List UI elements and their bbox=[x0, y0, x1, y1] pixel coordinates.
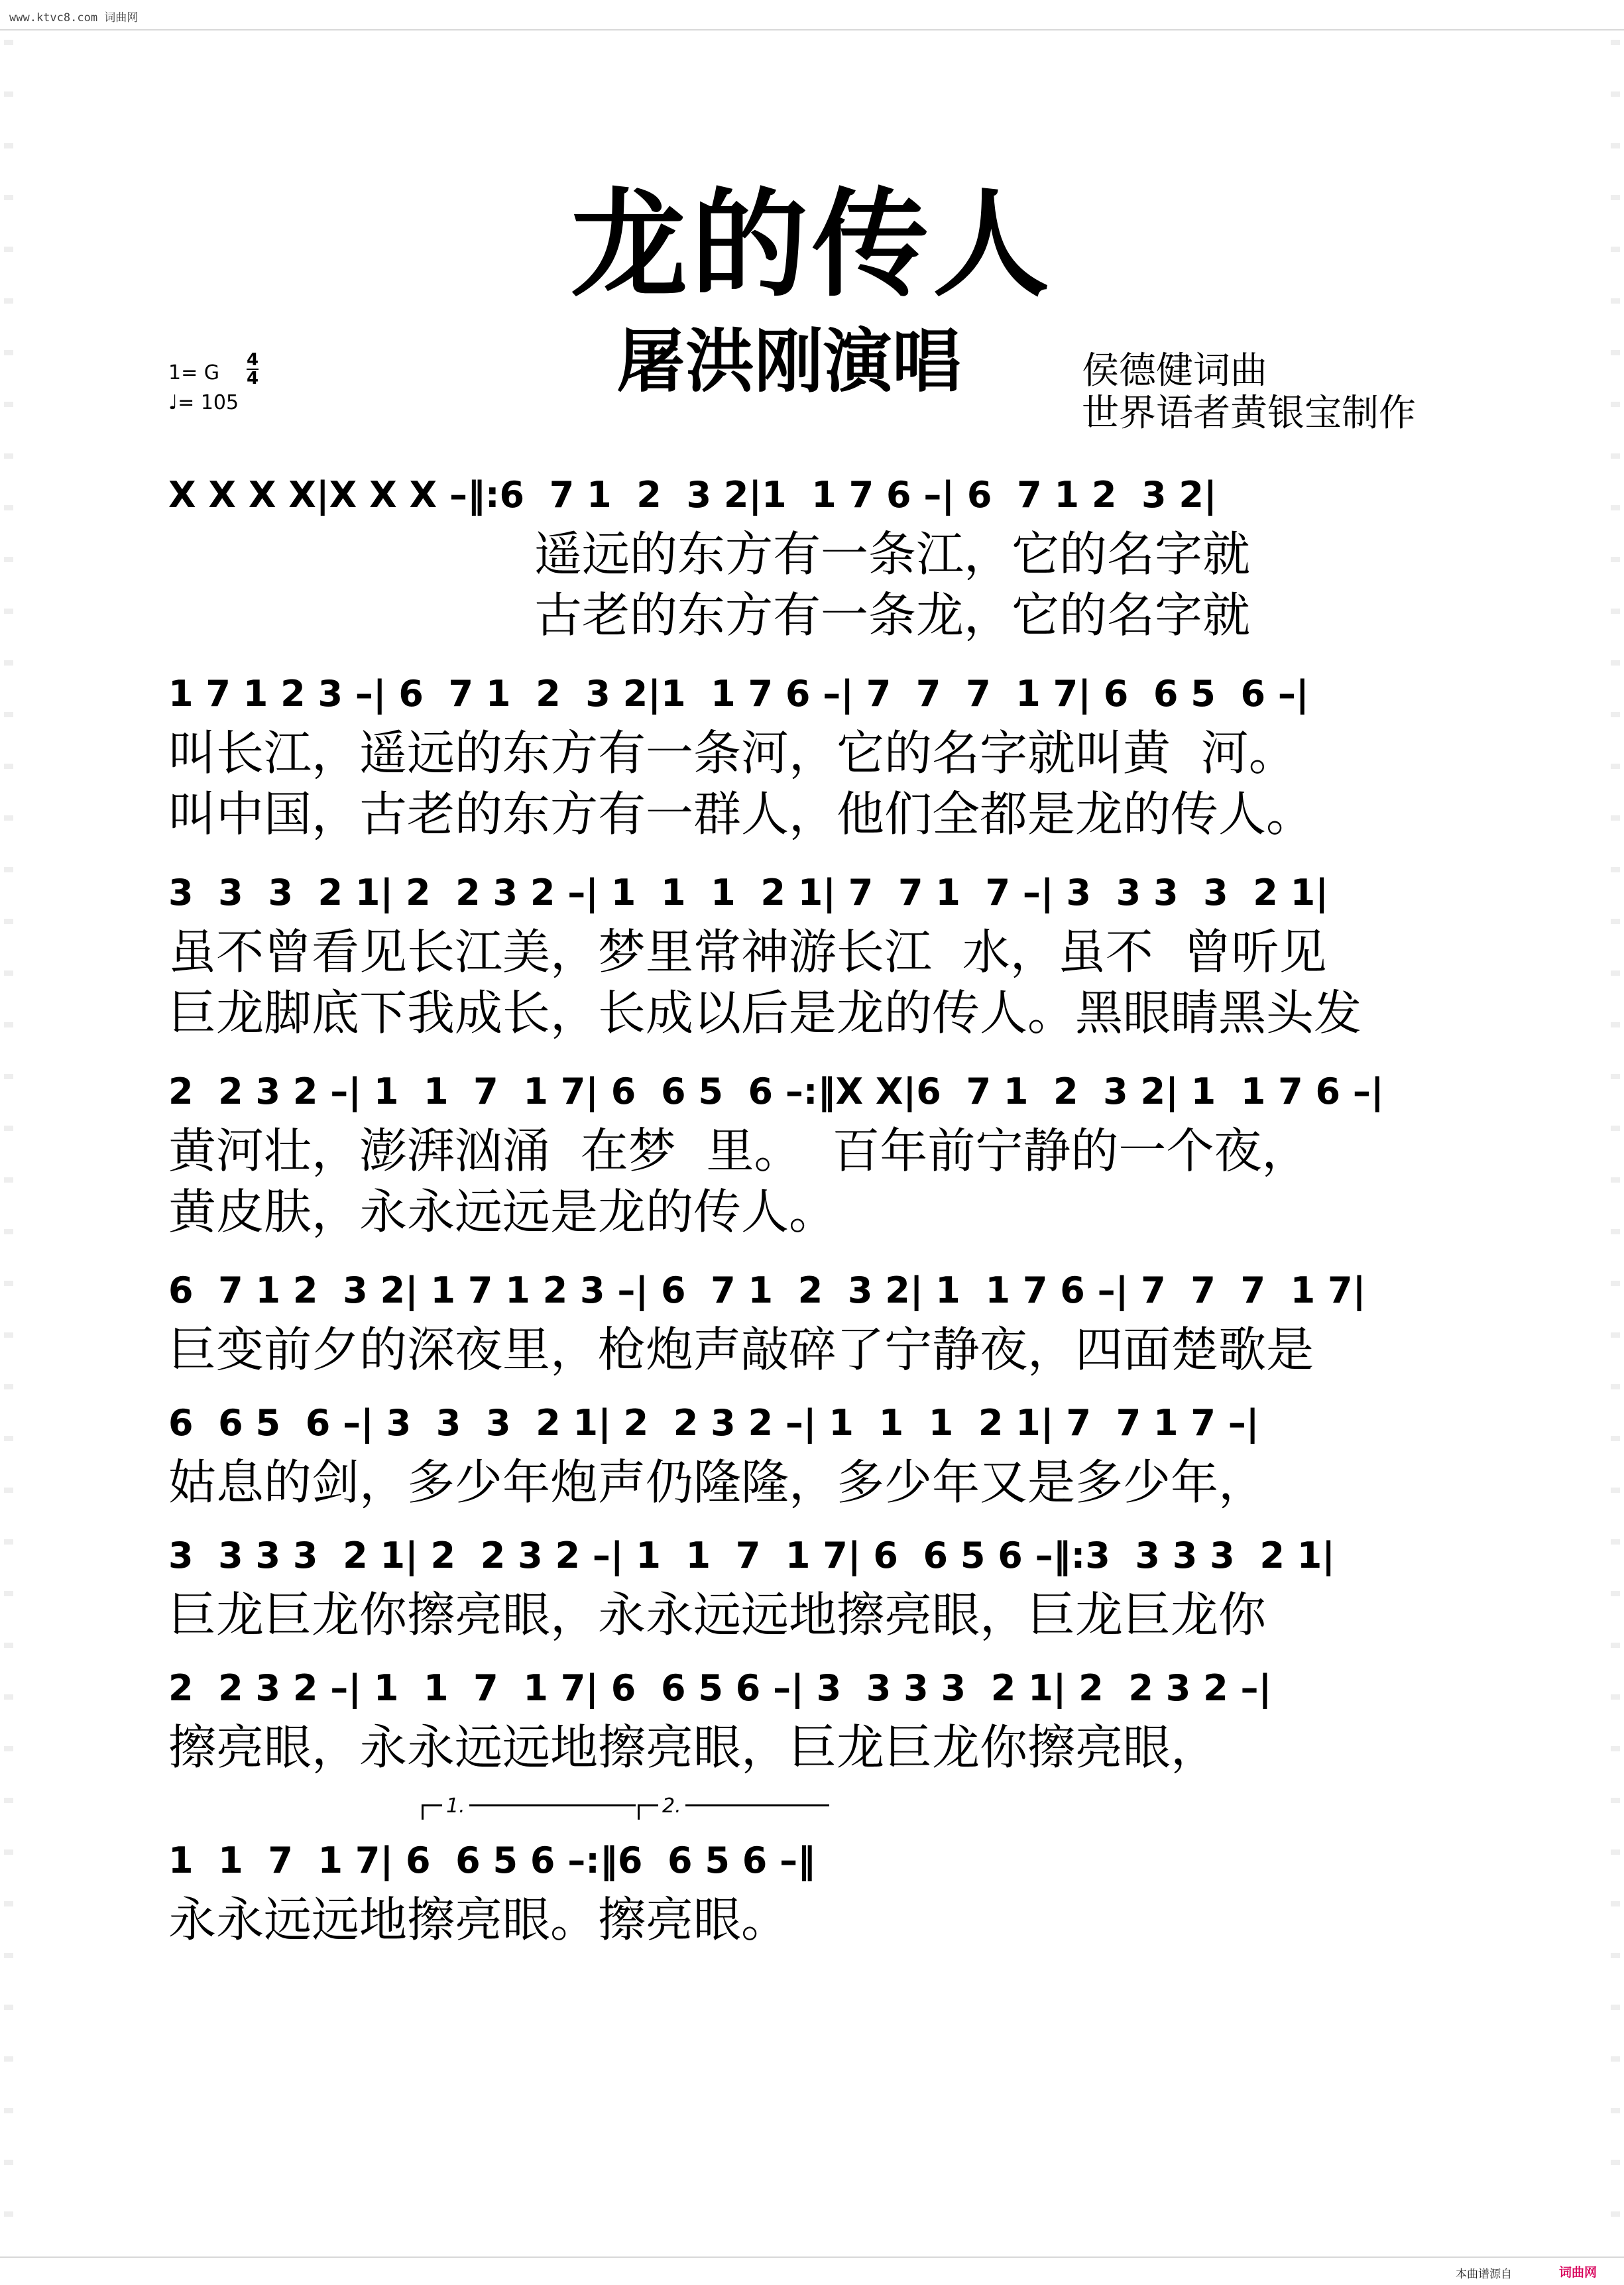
lyric-row-3-verse-2: 巨龙脚底下我成长，长成以后是龙的传人。黑眼睛黑头发 bbox=[168, 985, 1362, 1041]
notation-row-2: 1 7 1 2 3 –| 6 7 1 2 3 2|1 1 7 6 –| 7 7 7 1 7| 6 6 5 6 –| bbox=[168, 673, 1309, 715]
lyric-row-1-verse-1: 遥远的东方有一条江，它的名字就 bbox=[534, 526, 1251, 582]
time-signature-top: 4 bbox=[247, 350, 259, 370]
notation-row-8: 2 2 3 2 –| 1 1 7 1 7| 6 6 5 6 –| 3 3 3 3 2 1| 2 2 3 2 –| bbox=[168, 1667, 1272, 1709]
site-url[interactable]: www.ktvc8.com 词曲网 bbox=[9, 11, 139, 25]
composer-credit: 侯德健词曲 bbox=[1082, 349, 1267, 392]
lyric-row-6: 姑息的剑，多少年炮声仍隆隆，多少年又是多少年， bbox=[168, 1454, 1267, 1510]
song-title: 龙的传人 bbox=[570, 177, 1053, 313]
site-footer-bar bbox=[0, 2256, 1624, 2285]
lyric-row-1-verse-2: 古老的东方有一条龙，它的名字就 bbox=[534, 587, 1251, 643]
notation-row-6: 6 6 5 6 –| 3 3 3 2 1| 2 2 3 2 –| 1 1 1 2 1| 7 7 1 7 –| bbox=[168, 1402, 1259, 1444]
lyric-row-2-verse-1: 叫长江，遥远的东方有一条河，它的名字就叫黄 河。 bbox=[168, 725, 1297, 781]
volta-bracket-2 bbox=[638, 1794, 829, 1820]
lyric-row-4-verse-2: 黄皮肤，永永远远是龙的传人。 bbox=[168, 1184, 837, 1240]
notation-row-9: 1 1 7 1 7| 6 6 5 6 –:‖6 6 5 6 –‖ bbox=[168, 1840, 816, 1881]
lyric-row-3-verse-1: 虽不曾看见长江美，梦里常神游长江 水，虽不 曾听见 bbox=[168, 924, 1327, 980]
lyric-row-9: 永永远远地擦亮眼。擦亮眼。 bbox=[168, 1892, 789, 1948]
footer-site-logo[interactable]: 词曲网 bbox=[1559, 2265, 1597, 2280]
notation-row-1: X X X X|X X X –‖:6 7 1 2 3 2|1 1 7 6 –| 6 7 1 2 3 2| bbox=[168, 474, 1217, 516]
site-header-bar bbox=[0, 0, 1624, 30]
time-signature bbox=[247, 351, 259, 387]
lyric-row-8: 擦亮眼，永永远远地擦亮眼，巨龙巨龙你擦亮眼， bbox=[168, 1720, 1219, 1775]
volta-2-label: 2. bbox=[658, 1794, 685, 1818]
volta-bracket-1 bbox=[422, 1794, 636, 1820]
notation-row-5: 6 7 1 2 3 2| 1 7 1 2 3 –| 6 7 1 2 3 2| 1 1 7 6 –| 7 7 7 1 7| bbox=[168, 1269, 1366, 1311]
lyric-row-2-verse-2: 叫中国，古老的东方有一群人，他们全都是龙的传人。 bbox=[168, 786, 1314, 842]
notation-row-3: 3 3 3 2 1| 2 2 3 2 –| 1 1 1 2 1| 7 7 1 7 –| 3 3 3 3 2 1| bbox=[168, 872, 1328, 913]
notation-row-7: 3 3 3 3 2 1| 2 2 3 2 –| 1 1 7 1 7| 6 6 5 6 –‖:3 3 3 3 2 1| bbox=[168, 1535, 1336, 1576]
key-signature: 1= G bbox=[168, 361, 220, 384]
left-watermark-strip bbox=[4, 40, 13, 2247]
lyric-row-7: 巨龙巨龙你擦亮眼，永永远远地擦亮眼，巨龙巨龙你 bbox=[168, 1587, 1267, 1643]
volta-1-label: 1. bbox=[442, 1794, 469, 1818]
lyric-row-4-verse-1: 黄河壮，澎湃汹涌 在梦 里。 百年前宁静的一个夜， bbox=[168, 1123, 1310, 1179]
lyric-row-5: 巨变前夕的深夜里，枪炮声敲碎了宁静夜，四面楚歌是 bbox=[168, 1322, 1314, 1377]
footer-source-text: 本曲谱源自 bbox=[1456, 2268, 1512, 2281]
time-signature-bottom: 4 bbox=[247, 369, 259, 388]
notation-row-4: 2 2 3 2 –| 1 1 7 1 7| 6 6 5 6 –:‖X X|6 7 1 2 3 2| 1 1 7 6 –| bbox=[168, 1071, 1384, 1112]
tempo-marking: ♩= 105 bbox=[168, 391, 239, 414]
maker-credit: 世界语者黄银宝制作 bbox=[1082, 392, 1416, 435]
performer: 屠洪刚演唱 bbox=[616, 321, 962, 402]
right-watermark-strip bbox=[1611, 40, 1620, 2247]
